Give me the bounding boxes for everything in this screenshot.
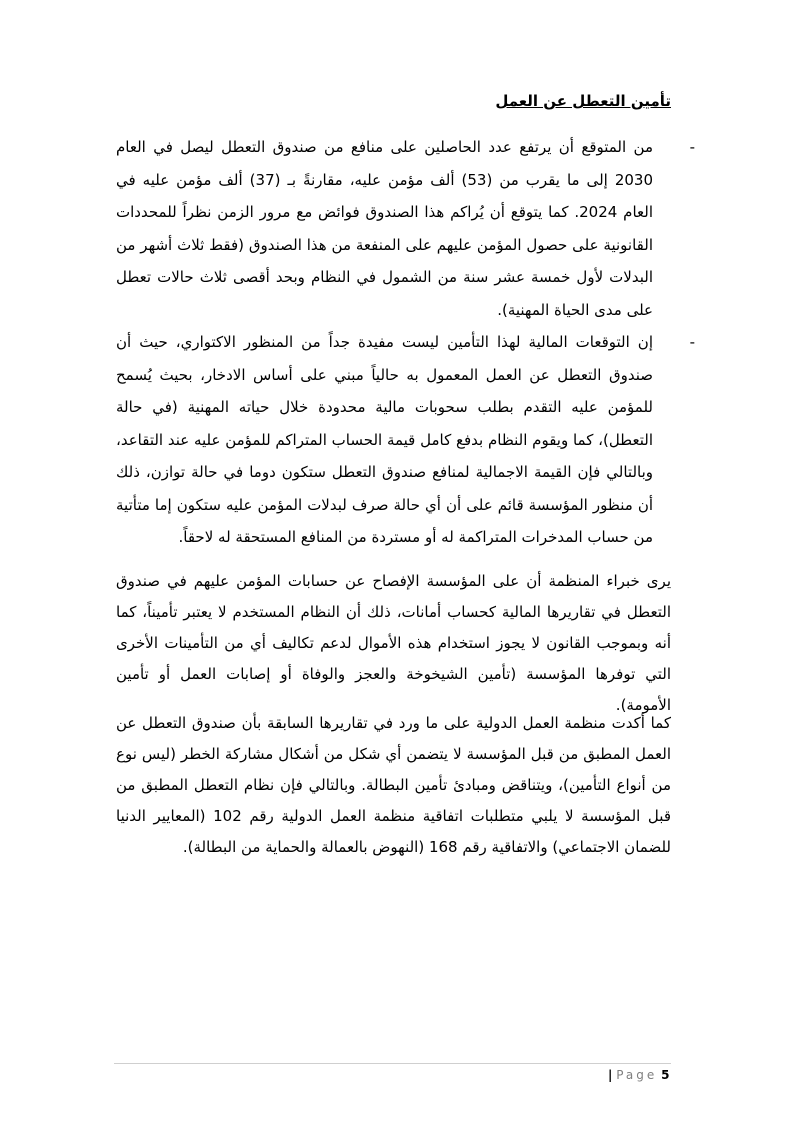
list-item	[116, 326, 695, 554]
page-number: 5	[661, 1068, 670, 1082]
list-item	[116, 131, 695, 326]
bullet-marker: -	[689, 333, 695, 351]
footer-page-label: Page	[616, 1068, 658, 1082]
paragraph-ilo-confirmation: كما أكدت منظمة العمل الدولية على ما ورد في تقاريرها السابقة بأن صندوق التعطل عن العمل المطبق من قبل المؤسسة لا يتضمن أي شكل من أشكال مشاركة الخطر (ليس نوع من أنواع التأمين)، ويتناقض ومبادئ تأمين البطالة. وبالتالي فإن نظام التعطل المطبق من قبل المؤسسة لا يلبي متطلبات اتفاقية منظمة العمل الدولية رقم 102 (المعايير الدنيا للضمان الاجتماعي) والاتفاقية رقم 168 (النهوض بالعمالة والحماية من البطالة).	[116, 714, 671, 856]
bullet-text: إن التوقعات المالية لهذا التأمين ليست مفيدة جداً من المنظور الاكتواري، حيث أن صندوق التعطل عن العمل المعمول به حالياً مبني على أساس الادخار، بحيث يُسمح للمؤمن عليه التقدم بطلب سحوبات مالية محدودة خلال حياته المهنية (في حالة التعطل)، كما ويقوم النظام بدفع كامل قيمة الحساب المتراكم للمؤمن عليه عند التقاعد، وبالتالي فإن القيمة الاجمالية لمنافع صندوق التعطل ستكون دوما في حالة توازن، ذلك أن منظور المؤسسة قائم على أن أي حالة صرف لبدلات المؤمن عليه ستكون إما متأتية من حساب المدخرات المتراكمة له أو مستردة من المنافع المستحقة له لاحقاً.	[116, 333, 653, 546]
bullet-list	[116, 131, 695, 554]
section-heading: تأمين التعطل عن العمل	[495, 92, 671, 110]
footer-divider	[114, 1063, 671, 1064]
page-footer	[608, 1068, 669, 1082]
bullet-text: من المتوقع أن يرتفع عدد الحاصلين على منافع من صندوق التعطل ليصل في العام 2030 إلى ما يقرب من (53) ألف مؤمن عليه، مقارنةً بـ (37) ألف مؤمن عليه في العام 2024. كما يتوقع أن يُراكم هذا الصندوق فوائض مع مرور الزمن نظراً للمحددات القانونية على حصول المؤمن عليهم على المنفعة من هذا الصندوق (فقط ثلاث أشهر من البدلات لأول خمسة عشر سنة من الشمول في النظام وبحد أقصى ثلاث حالات تعطل على مدى الحياة المهنية).	[116, 138, 653, 319]
paragraph-experts-opinion: يرى خبراء المنظمة أن على المؤسسة الإفصاح عن حسابات المؤمن عليهم في صندوق التعطل في تقاريرها المالية كحساب أمانات، ذلك أن النظام المستخدم لا يعتبر تأميناً، كما أنه وبموجب القانون لا يجوز استخدام هذه الأموال لدعم تكاليف أي من التأمينات الأخرى التي توفرها المؤسسة (تأمين الشيخوخة والعجز والوفاة أو إصابات العمل أو تأمين الأمومة).	[116, 572, 671, 714]
bullet-marker: -	[689, 138, 695, 156]
footer-separator: |	[608, 1068, 613, 1082]
